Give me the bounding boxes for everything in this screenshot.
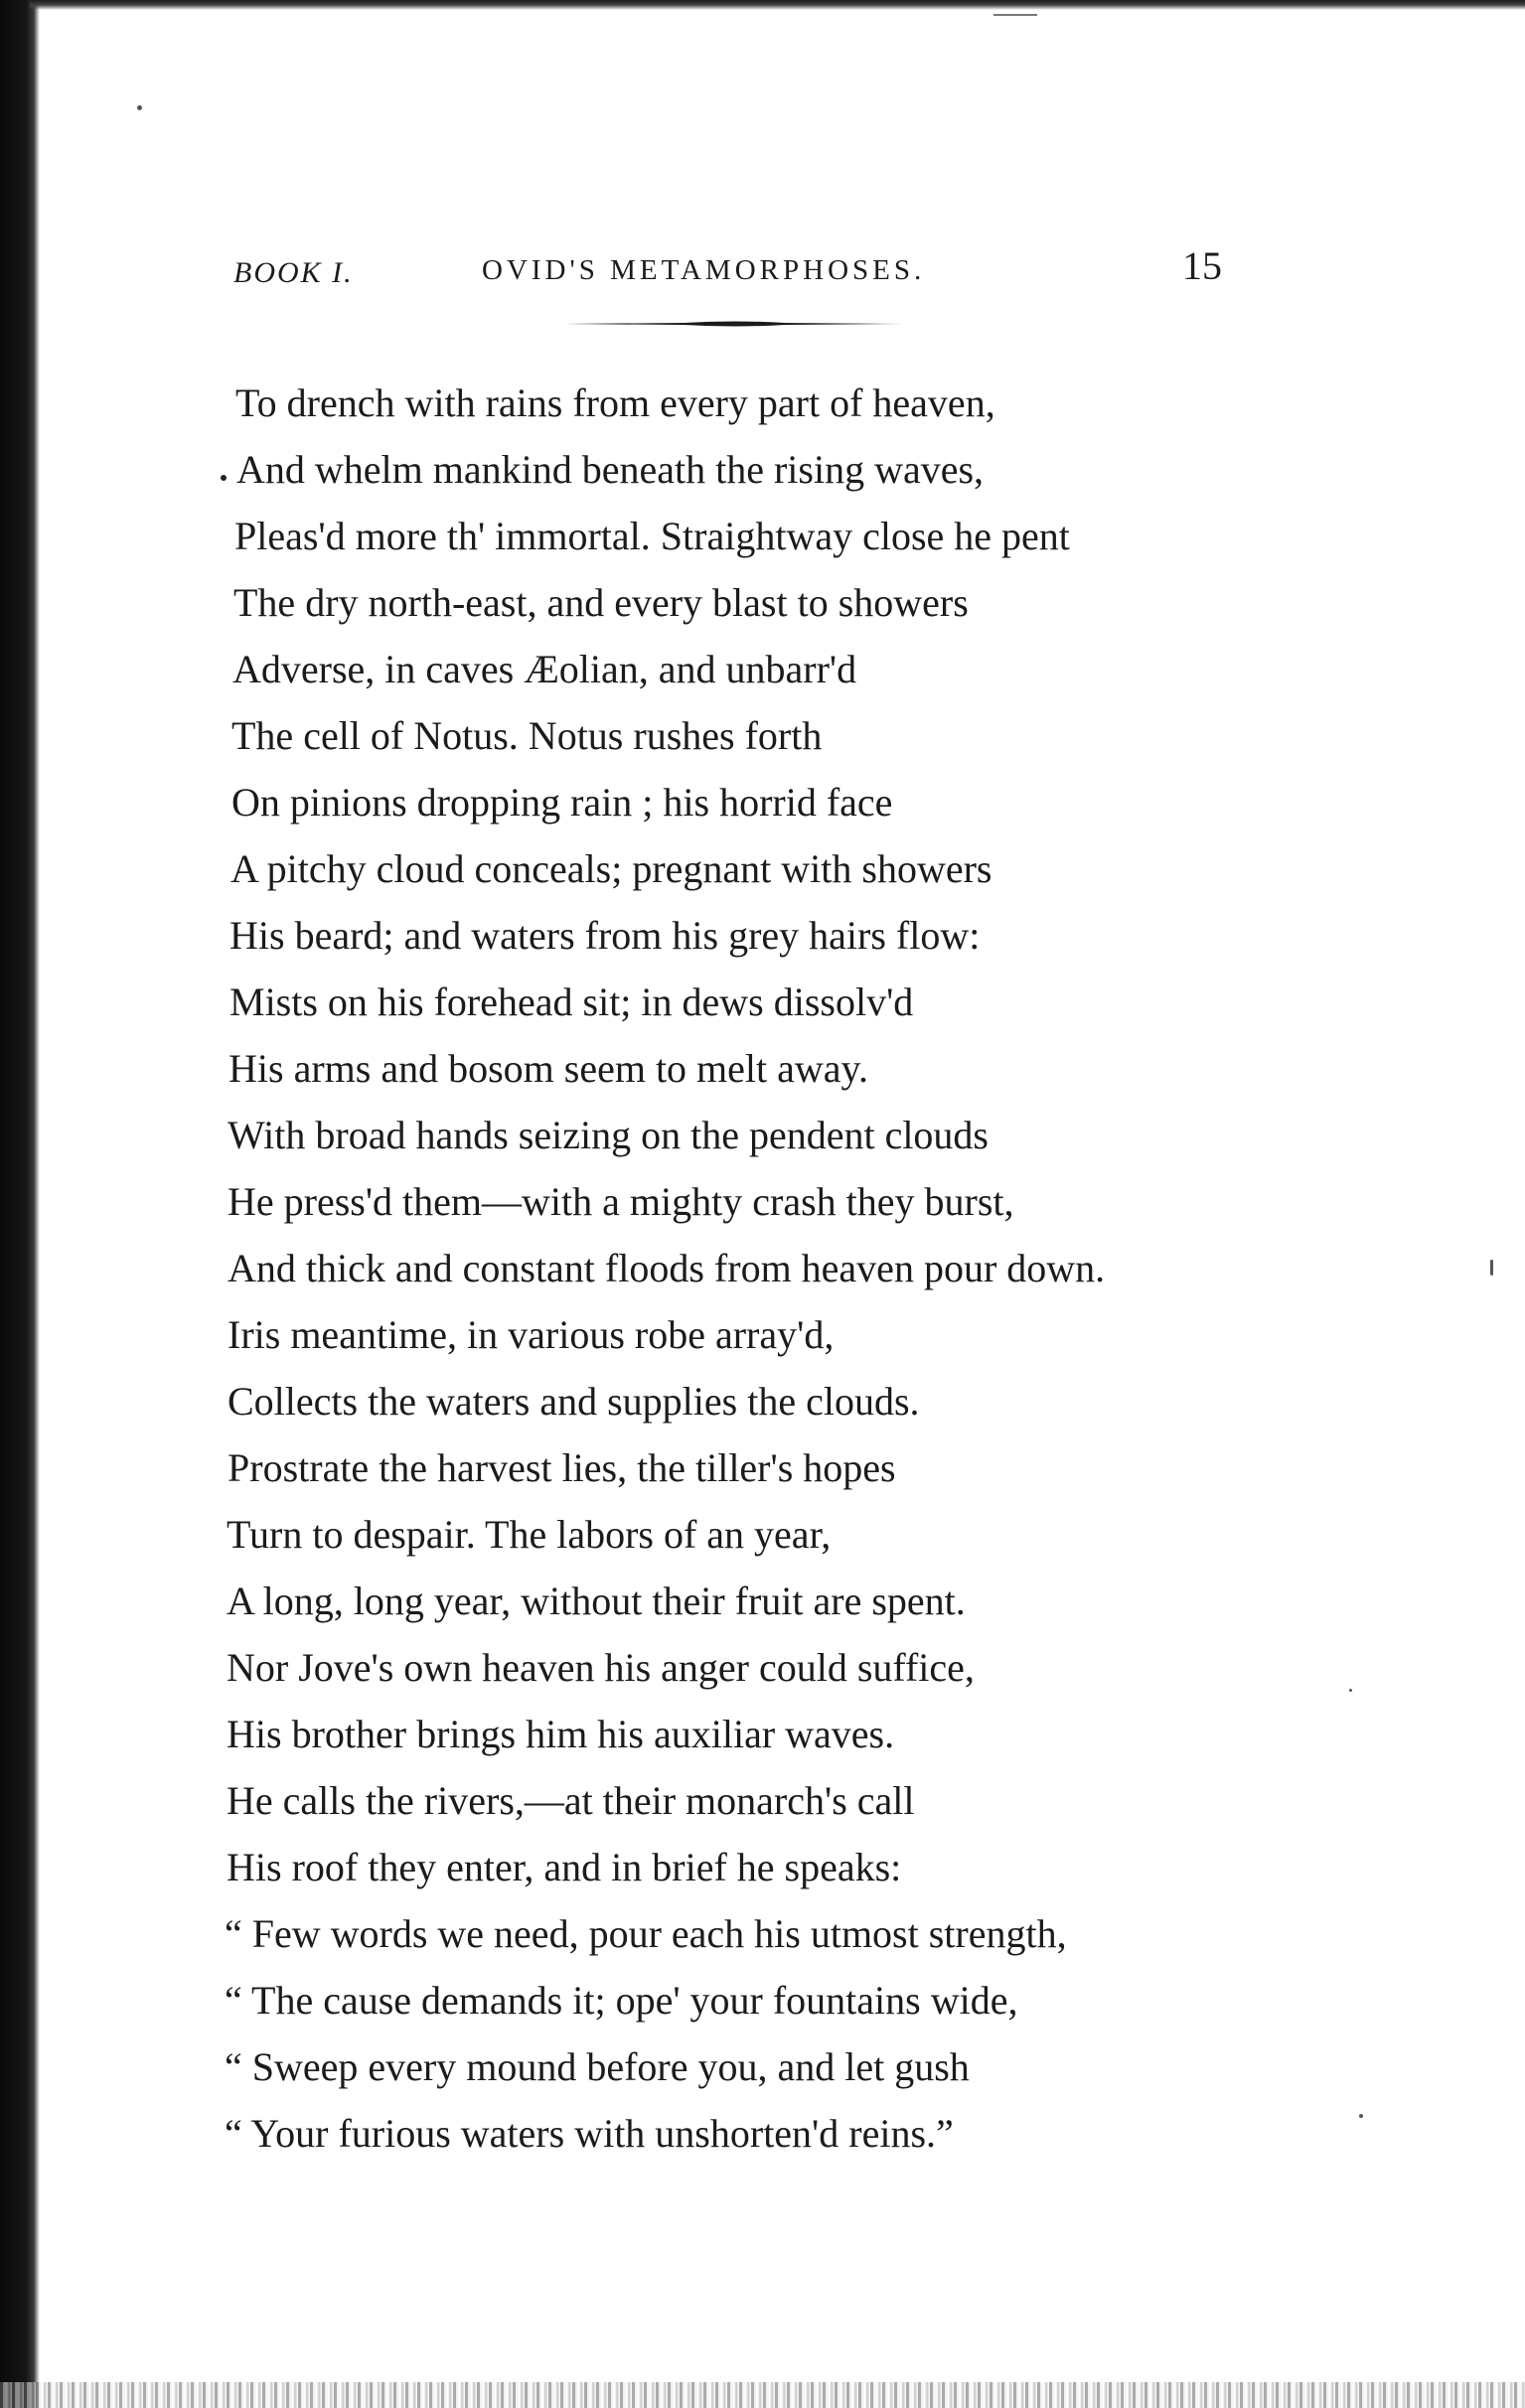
verse-line: The dry north-east, and every blast to showers (233, 580, 969, 625)
verse-line: Nor Jove's own heaven his anger could suffice, (227, 1645, 975, 1690)
verse-line: His brother brings him his auxiliar waves. (227, 1712, 895, 1756)
verse-line: His beard; and waters from his grey hairs flow: (229, 913, 981, 958)
verse-line: He calls the rivers,—at their monarch's call (227, 1778, 915, 1823)
verse-line: The cell of Notus. Notus rushes forth (231, 713, 823, 758)
paper-speck (1490, 1260, 1493, 1276)
paper-speck (1359, 2114, 1363, 2118)
verse-line: “ Sweep every mound before you, and let gush (225, 2044, 970, 2089)
verse-line: And thick and constant floods from heaven pour down. (228, 1246, 1106, 1290)
verse-line: “ Few words we need, pour each his utmost strength, (225, 1911, 1067, 1956)
verse-line: He press'd them—with a mighty crash they burst, (228, 1179, 1014, 1224)
verse-line: On pinions dropping rain ; his horrid face (231, 780, 893, 825)
paper-speck (1349, 1689, 1352, 1692)
verse-line: “ Your furious waters with unshorten'd reins.” (225, 2111, 954, 2156)
verse-line: His arms and bosom seem to melt away. (229, 1046, 868, 1091)
verse-line: A long, long year, without their fruit are spent. (227, 1579, 966, 1623)
verse-line: Turn to despair. The labors of an year, (227, 1512, 832, 1557)
verse-line: Prostrate the harvest lies, the tiller's hopes (228, 1445, 896, 1490)
verse-line: A pitchy cloud conceals; pregnant with showers (230, 846, 992, 891)
bottom-page-edge (0, 2382, 1525, 2408)
page-number: 15 (1182, 243, 1222, 288)
verse-line: With broad hands seizing on the pendent clouds (228, 1113, 989, 1157)
paper-speck (137, 105, 142, 110)
running-title: OVID'S METAMORPHOSES. (482, 254, 926, 286)
verse-line: “ The cause demands it; ope' your fountains wide, (225, 1978, 1018, 2023)
verse-line: Adverse, in caves Æolian, and unbarr'd (232, 647, 857, 691)
verse-line: To drench with rains from every part of heaven, (235, 380, 995, 425)
verse-line: Collects the waters and supplies the clouds. (228, 1379, 920, 1424)
verse-line: And whelm mankind beneath the rising waves, (236, 447, 985, 492)
verse-line: Pleas'd more th' immortal. Straightway close he pent (234, 514, 1070, 558)
verse-line: His roof they enter, and in brief he speaks: (227, 1845, 902, 1889)
book-label: BOOK I. (233, 256, 354, 289)
verse-line: Iris meantime, in various robe array'd, (228, 1312, 835, 1357)
verse-line: Mists on his forehead sit; in dews dissolv'd (229, 979, 914, 1024)
